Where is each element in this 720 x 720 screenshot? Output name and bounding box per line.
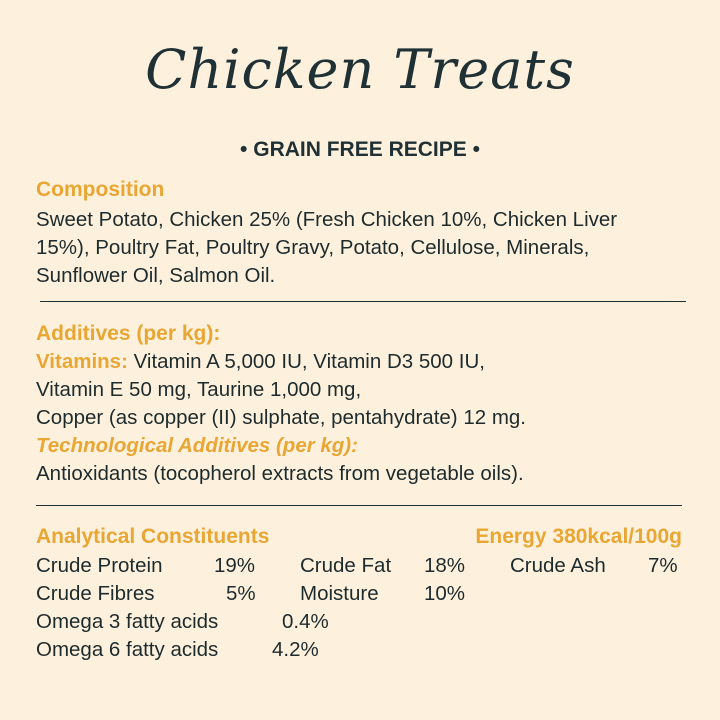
divider-2 — [36, 505, 682, 506]
tech-additives-label: Technological Additives (per kg): — [36, 434, 358, 457]
composition-line-1: Sweet Potato, Chicken 25% (Fresh Chicken 10%, Chicken Liver — [36, 208, 618, 231]
moisture-value: 10% — [424, 582, 466, 605]
recipe-subtitle: • GRAIN FREE RECIPE • — [240, 138, 480, 161]
omega6-label: Omega 6 fatty acids — [36, 638, 219, 661]
page-title: Chicken Treats — [145, 38, 575, 101]
vitamins-text-1: Vitamin A 5,000 IU, Vitamin D3 500 IU, — [127, 350, 485, 373]
crude-protein-label: Crude Protein — [36, 554, 163, 577]
vitamins-line-2: Vitamin E 50 mg, Taurine 1,000 mg, — [36, 378, 362, 401]
composition-line-2: 15%), Poultry Fat, Poultry Gravy, Potato, Cellulose, Minerals, — [36, 236, 590, 259]
analytical-heading: Analytical Constituents — [36, 525, 270, 548]
crude-fat-value: 18% — [424, 554, 466, 577]
vitamins-line-3: Copper (as copper (II) sulphate, pentahydrate) 12 mg. — [36, 406, 526, 429]
vitamins-label: Vitamins: — [36, 350, 128, 373]
omega3-label: Omega 3 fatty acids — [36, 610, 219, 633]
crude-protein-value: 19% — [214, 554, 256, 577]
energy-value: Energy 380kcal/100g — [475, 525, 682, 548]
composition-line-3: Sunflower Oil, Salmon Oil. — [36, 264, 276, 287]
crude-fibres-value: 5% — [226, 582, 256, 605]
crude-fibres-label: Crude Fibres — [36, 582, 155, 605]
divider-1 — [40, 301, 686, 302]
omega6-value: 4.2% — [272, 638, 319, 661]
crude-fat-label: Crude Fat — [300, 554, 392, 577]
crude-ash-label: Crude Ash — [510, 554, 606, 577]
additives-heading: Additives (per kg): — [36, 322, 221, 345]
vitamins-line-1 — [36, 350, 485, 374]
omega3-value: 0.4% — [282, 610, 329, 633]
tech-additives-text: Antioxidants (tocopherol extracts from vegetable oils). — [36, 462, 524, 485]
composition-heading: Composition — [36, 178, 165, 201]
moisture-label: Moisture — [300, 582, 379, 605]
crude-ash-value: 7% — [648, 554, 678, 577]
